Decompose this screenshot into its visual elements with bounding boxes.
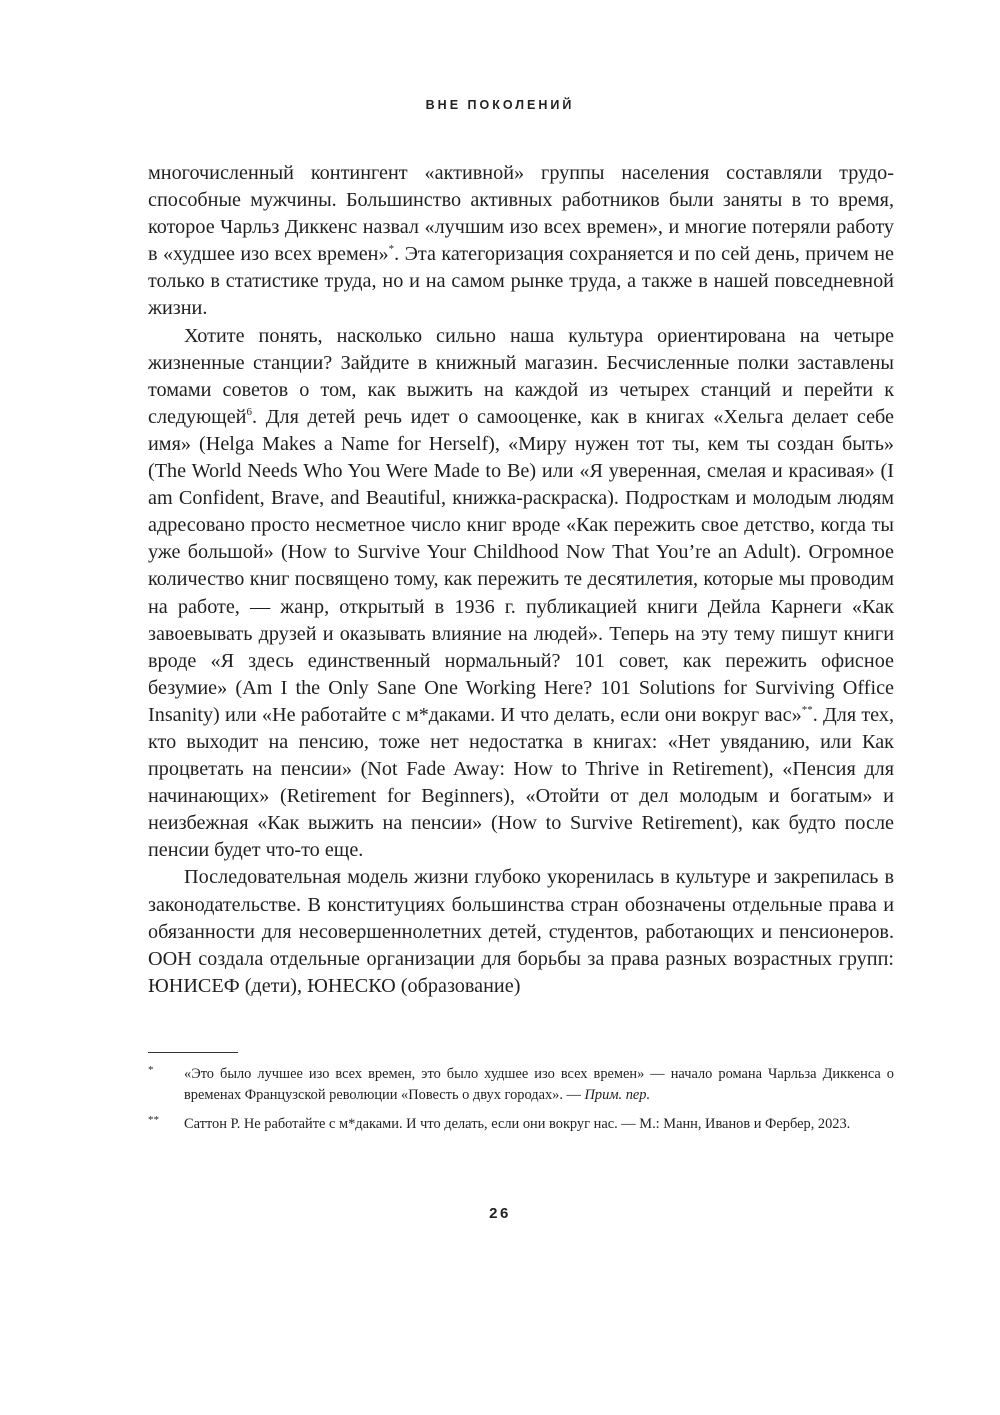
footnote-2-mark: ** [148, 1114, 159, 1127]
footnote-1 [148, 1064, 894, 1105]
paragraph-2-text-c: . Для тех, кто выходит на пенсию, тоже нет недостатка в книгах: «Нет увяданию, или Как процветать на пенсии» (Not Fade Away: How to Thrive in Retirement), «Пенсия для начинающих» (Retirement for Beginners), «Отойти от дел молодым и богатым» и неизбежная «Как выжить на пенсии» (How to Survive Retirement), как будто после пенсии будет что-то еще. [148, 703, 894, 862]
footnote-1-translator-note: Прим. пер. [584, 1086, 651, 1103]
footnote-2 [148, 1114, 894, 1135]
footnote-ref-1: * [388, 243, 395, 256]
paragraph-3 [148, 864, 894, 999]
paragraph-2-text-a: Хотите понять, насколько сильно наша культура ориентирована на четыре жизненные станции? Зайдите в книжный магазин. Бесчисленные полки заставлены томами советов о том, как выжить на каждой из четырех станций и перейти к следующей [148, 324, 894, 428]
paragraph-1 [148, 160, 894, 323]
endnote-ref-6: 6 [246, 405, 252, 418]
paragraph-2 [148, 323, 894, 865]
footnote-2-text: Саттон Р. Не работайте с м*даками. И что делать, если они вокруг нас. — М.: Манн, Иванов и Фербер, 2023. [184, 1116, 851, 1133]
body-text [148, 160, 894, 1000]
footnote-1-mark: * [148, 1064, 154, 1076]
page-number: 26 [489, 1205, 511, 1222]
paragraph-1-tail: . Эта категоризация сохраняется и по сей день, причем не только в статистике труда, но и на самом рынке труда, а также в нашей повседневной жизни. [148, 243, 895, 320]
footnote-1-text: «Это было лучшее изо всех времен, это было худшее изо всех времен» — начало романа Чарльза Диккенса о временах Французской революции «Повесть о двух городах». — [184, 1066, 894, 1103]
footnote-divider [148, 1052, 238, 1053]
paragraph-3-text: Последовательная модель жизни глубоко укоренилась в культуре и закрепилась в законодательстве. В конституциях большинства стран обозначены отдельные права и обязанности для несовершеннолетних детей, студентов, работающих и пенсионеров. ООН создала отдельные организации для борьбы за права разных возрастных групп: ЮНИСЕФ (дети), ЮНЕСКО (образование) [148, 866, 894, 997]
running-head: ВНЕ ПОКОЛЕНИЙ [425, 98, 575, 112]
paragraph-2-text-b: . Для детей речь идет о самооценке, как в книгах «Хельга делает себе имя» (Helga Makes a Name for Herself), «Миру нужен тот ты, кем ты создан быть» (The World Needs Who You Were Made to Be) или «Я уверенная, смелая и красивая» (I am Confident, Brave, and Beautiful, книжка-раскраска). Подросткам и молодым людям адресовано просто несметное число книг вроде «Как пережить свое детство, когда ты уже большой» (How to Survive Your Childhood Now That You’re an Adult). Огромное количество книг посвящено тому, как пережить те десятилетия, которые мы проводим на работе, — жанр, открытый в 1936 г. публикацией книги Дейла Карнеги «Как завоевывать друзей и оказывать влияние на людей». Теперь на эту тему пишут книги вроде «Я здесь единственный нормальный? 101 совет, как пережить офисное безумие» (Am I the Only Sane One Working Here? 101 Solutions for Surviving Office Insanity) или «Не работайте с м*даками. И что делать, если они вокруг вас» [148, 405, 894, 726]
footnote-ref-2: ** [801, 703, 813, 716]
footnotes [148, 1064, 894, 1144]
paragraph-1-text: многочисленный контингент «активной» группы населения составляли трудоспособные мужчины. Большинство активных работников были заняты в то время, которое Чарльз Диккенс назвал «лучшим изо всех времен», и многие потеряли работу в «худшее изо всех времен» [148, 162, 894, 266]
